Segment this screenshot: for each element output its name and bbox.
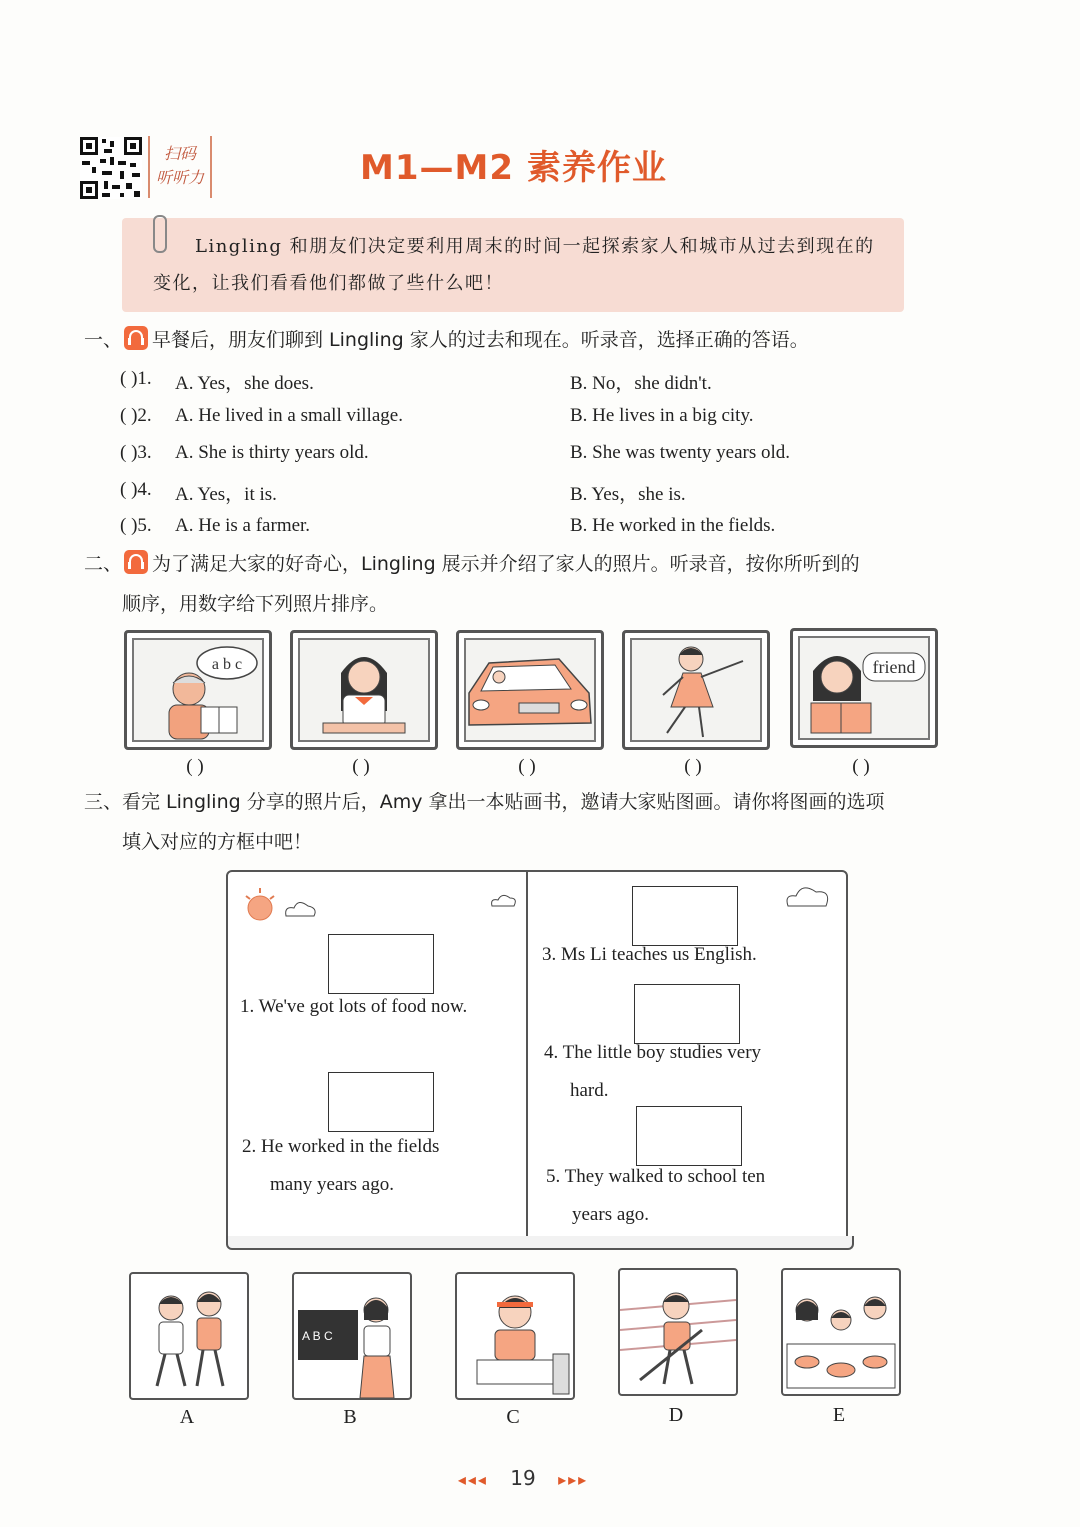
answer-blank[interactable]: ( )3. bbox=[120, 442, 152, 463]
sticker-box-5[interactable] bbox=[636, 1106, 742, 1166]
option-a: A. He lived in a small village. bbox=[175, 405, 403, 426]
answer-blank[interactable]: ( )4. bbox=[120, 479, 152, 500]
sticker-e-family-meal[interactable] bbox=[781, 1268, 901, 1396]
page-number-footer bbox=[438, 1466, 608, 1490]
sticker-c-boy-studying[interactable] bbox=[455, 1272, 575, 1400]
section3-instruction-line1: 看完 Lingling 分享的照片后，Amy 拿出一本贴画书，邀请大家贴图画。请你将图画的选项 bbox=[122, 791, 885, 813]
book-sentence-4a: 4. The little boy studies very bbox=[544, 1042, 762, 1063]
option-a: A. She is thirty years old. bbox=[175, 442, 369, 463]
book-sentence-3: 3. Ms Li teaches us English. bbox=[542, 944, 757, 965]
section3-instruction-line2: 填入对应的方框中吧！ bbox=[122, 831, 313, 853]
qr-label-line2: 听听力 bbox=[155, 168, 204, 187]
blackboard-text: A B C bbox=[302, 1329, 333, 1343]
sticker-book bbox=[226, 870, 850, 1254]
option-a: A. Yes，she does. bbox=[175, 373, 314, 394]
option-a: A. Yes，it is. bbox=[175, 484, 277, 505]
option-b: B. Yes，she is. bbox=[570, 484, 686, 505]
answer-blank[interactable]: ( )2. bbox=[120, 405, 152, 426]
photo-answer-blank[interactable]: ( ) bbox=[852, 756, 870, 777]
option-b: B. No，she didn't. bbox=[570, 373, 712, 394]
sticker-letter-a: A bbox=[179, 1406, 195, 1428]
sticker-a-kids-walking[interactable] bbox=[129, 1272, 249, 1400]
cloud-icon bbox=[488, 892, 518, 910]
book-sentence-5a: 5. They walked to school ten bbox=[546, 1166, 766, 1187]
sticker-letter-d: D bbox=[668, 1404, 684, 1426]
qr-label-line1: 扫码 bbox=[163, 144, 196, 163]
option-b: B. He lives in a big city. bbox=[570, 405, 754, 426]
section2-number: 二、 bbox=[84, 553, 123, 575]
headphone-icon bbox=[124, 326, 148, 350]
option-b: B. He worked in the fields. bbox=[570, 515, 776, 536]
answer-blank[interactable]: ( )1. bbox=[120, 368, 152, 389]
book-sentence-5b: years ago. bbox=[572, 1204, 650, 1225]
sticker-d-farmer[interactable] bbox=[618, 1268, 738, 1396]
section1-instruction: 早餐后，朋友们聊到 Lingling 家人的过去和现在。听录音，选择正确的答语。 bbox=[152, 329, 809, 351]
question-row bbox=[120, 479, 960, 515]
sun-cloud-icon bbox=[238, 886, 318, 926]
photo1-bubble-text: a b c bbox=[211, 656, 243, 673]
photo5-bubble-text: friend bbox=[872, 657, 916, 677]
photo-car bbox=[456, 630, 604, 750]
qr-label bbox=[148, 136, 212, 198]
section2-heading bbox=[84, 544, 984, 584]
section2-instruction-line2: 顺序，用数字给下列照片排序。 bbox=[122, 593, 389, 615]
book-base bbox=[226, 1236, 854, 1250]
photo-grandfather-reading bbox=[124, 630, 272, 750]
sticker-letter-c: C bbox=[506, 1406, 520, 1428]
photo-answer-blank[interactable]: ( ) bbox=[186, 756, 204, 777]
question-row bbox=[120, 405, 960, 441]
book-sentence-1: 1. We've got lots of food now. bbox=[240, 996, 468, 1017]
headphone-icon bbox=[124, 550, 148, 574]
right-arrows-icon: ▸▸▸ bbox=[558, 1470, 589, 1489]
photo-answer-blank[interactable]: ( ) bbox=[684, 756, 702, 777]
qr-code bbox=[80, 137, 142, 199]
section3-number: 三、 bbox=[84, 791, 123, 813]
page-title: M1—M2 素养作业 bbox=[360, 148, 667, 188]
book-sentence-4b: hard. bbox=[570, 1080, 609, 1101]
photo-girl-writing bbox=[290, 630, 438, 750]
page-number: 19 bbox=[510, 1466, 536, 1490]
book-sentence-2a: 2. He worked in the fields bbox=[242, 1136, 440, 1157]
sticker-letter-e: E bbox=[832, 1404, 846, 1426]
cloud-icon bbox=[782, 880, 834, 914]
photo-girl-dancing bbox=[622, 630, 770, 750]
answer-blank[interactable]: ( )5. bbox=[120, 515, 152, 536]
left-arrows-icon: ◂◂◂ bbox=[457, 1470, 488, 1489]
option-b: B. She was twenty years old. bbox=[570, 442, 791, 463]
photo-answer-blank[interactable]: ( ) bbox=[518, 756, 536, 777]
question-row bbox=[120, 368, 960, 404]
question-row bbox=[120, 442, 960, 478]
section3-heading bbox=[84, 782, 984, 822]
photo-girl-reading bbox=[790, 628, 938, 748]
sticker-letter-b: B bbox=[343, 1406, 357, 1428]
intro-text: Lingling 和朋友们决定要利用周末的时间一起探索家人和城市从过去到现在的变化，让我们看看他们都做了些什么吧！ bbox=[153, 236, 875, 294]
section2-instruction-line1: 为了满足大家的好奇心，Lingling 展示并介绍了家人的照片。听录音，按你所听到的 bbox=[152, 553, 860, 575]
book-sentence-2b: many years ago. bbox=[270, 1174, 394, 1195]
sticker-box-2[interactable] bbox=[328, 1072, 434, 1132]
section1-number: 一、 bbox=[84, 329, 123, 351]
section1-heading bbox=[84, 320, 809, 360]
photo-answer-blank[interactable]: ( ) bbox=[352, 756, 370, 777]
sticker-b-teacher[interactable] bbox=[292, 1272, 412, 1400]
sticker-box-1[interactable] bbox=[328, 934, 434, 994]
option-a: A. He is a farmer. bbox=[175, 515, 311, 536]
